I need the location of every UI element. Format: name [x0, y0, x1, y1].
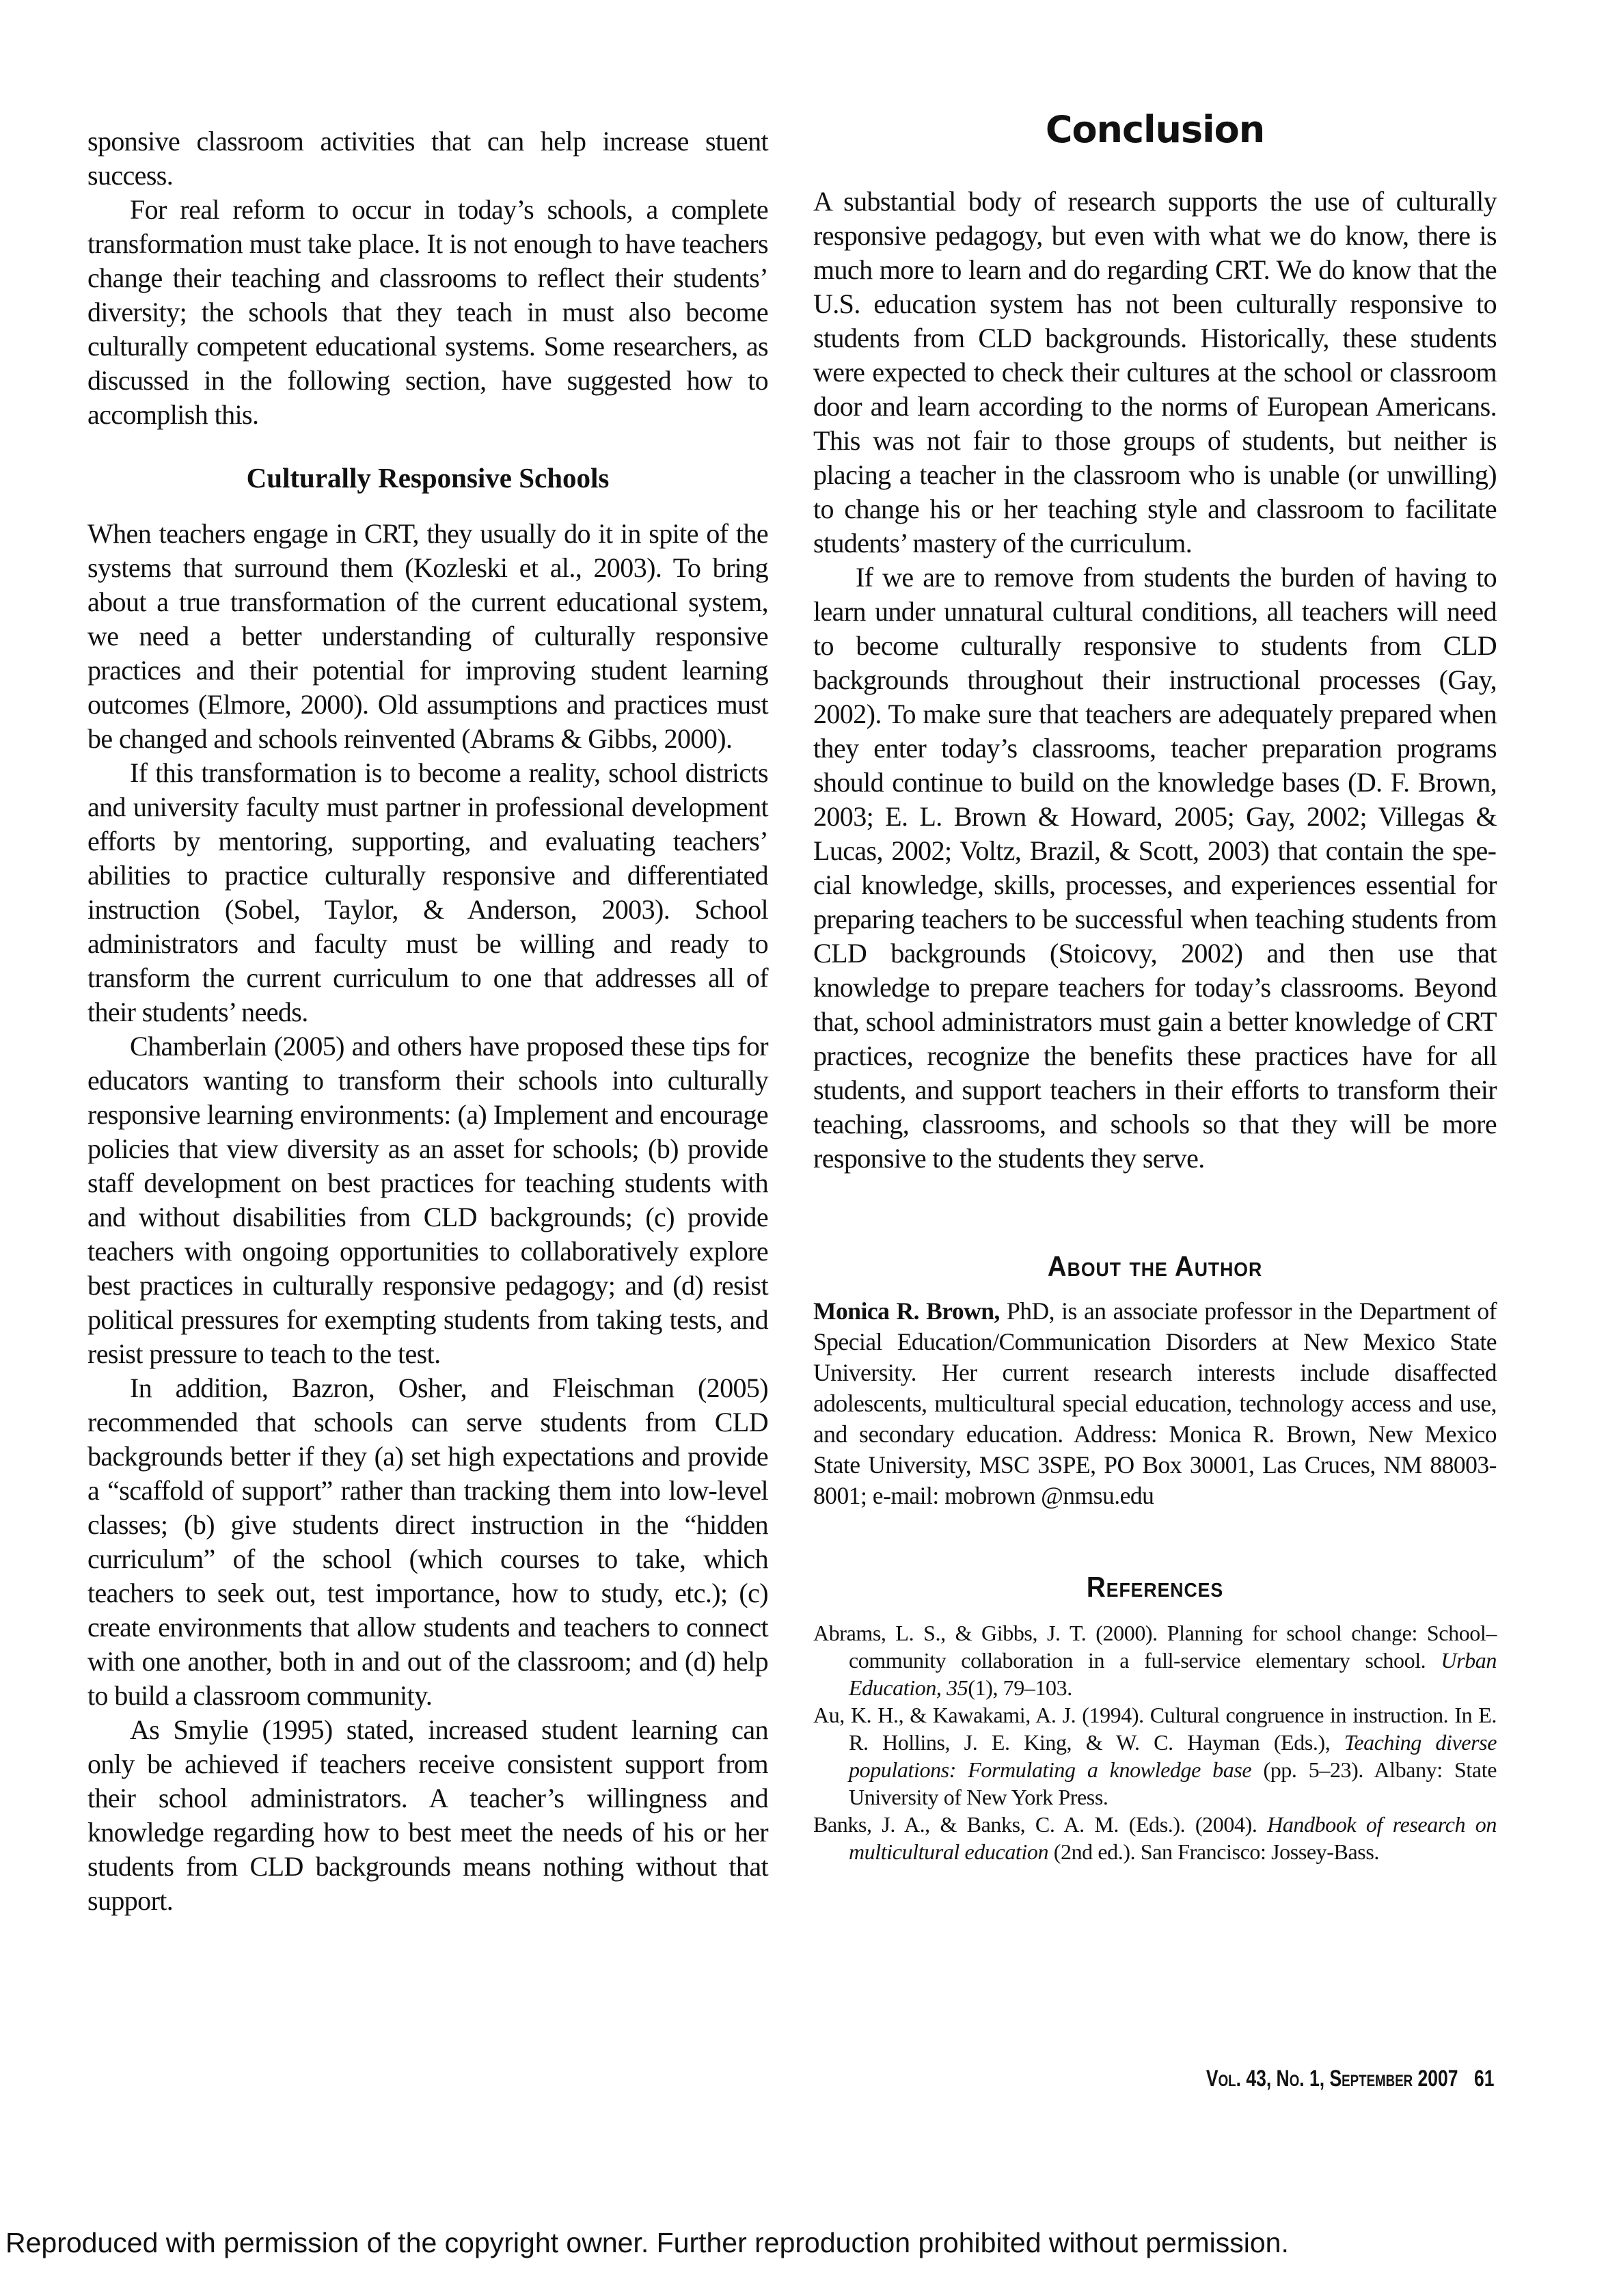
- journal-issue-info: Vol. 43, No. 1, September 2007: [1206, 2066, 1458, 2092]
- body-paragraph: In addition, Bazron, Osher, and Fleischman (2005) recommended that schools can serve students from CLD backgrounds better if they (a) set high expectations and provide a “scaffold of support” rather than tracking them into low-level classes; (b) give students direct instruction in the “hidden curriculum” of the school (which courses to take, which teachers to seek out, test importance, how to study, etc.); (c) create environments that allow students and teachers to connect with one another, both in and out of the classroom; and (d) help to build a classroom community.: [87, 1373, 768, 1711]
- left-column: [87, 124, 768, 1918]
- reference-title: Urban Education, 35: [849, 1648, 1497, 1700]
- conclusion-section: [813, 109, 1497, 1176]
- reference-text: Au, K. H., & Kawakami, A. J. (1994). Cultural congruence in instruction. In E. R. Hollins, J. E. King, & W. C. Hayman (Eds.),: [813, 1703, 1497, 1755]
- body-paragraph: sponsive classroom activities that can help increase stuent success.: [87, 126, 768, 191]
- reference-item: [813, 1701, 1497, 1811]
- reference-text: Abrams, L. S., & Gibbs, J. T. (2000). Planning for school change: School–community collaboration in a full-service elementary school.: [813, 1621, 1497, 1673]
- reference-text: (1), 79–103.: [968, 1675, 1072, 1700]
- body-paragraph: When teachers engage in CRT, they usually do it in spite of the systems that surround them (Kozleski et al., 2003). To bring about a true transformation of the current educational system, we need a better understanding of culturally responsive practices and their potential for improving student learning outcomes (Elmore, 2000). Old assumptions and practices must be changed and schools reinvented (Abrams & Gibbs, 2000).: [87, 518, 768, 754]
- reference-text: (2nd ed.). San Francisco: Jossey-Bass.: [1048, 1839, 1379, 1864]
- copyright-notice: Reproduced with permission of the copyright owner. Further reproduction prohibited without permission.: [5, 2227, 1289, 2258]
- body-paragraph: If this transformation is to become a reality, school districts and university faculty must partner in professional development efforts by mentoring, supporting, and evaluating teachers’ abilities to practice culturally responsive and differentiated instruction (Sobel, Taylor, & Anderson, 2003). School administrators and faculty must be willing and ready to transform the current curriculum to one that addresses all of their students’ needs.: [87, 757, 768, 1027]
- body-paragraph: Chamberlain (2005) and others have proposed these tips for educators wanting to transform their schools into culturally responsive learning environments: (a) Implement and encourage policies that view diversity as an asset for schools; (b) provide staff development on best practices for teaching students with and without disabilities from CLD backgrounds; (c) provide teachers with ongoing opportunities to collaboratively explore best practices in culturally responsive pedagogy; and (d) resist political pressures for exempting students from taking tests, and resist pressure to teach to the test.: [87, 1031, 768, 1369]
- reference-item: [813, 1811, 1497, 1865]
- about-author-section: [813, 1250, 1497, 1511]
- section-heading-references: References: [1086, 1571, 1224, 1603]
- author-name: Monica R. Brown,: [813, 1297, 1000, 1325]
- author-bio-text: PhD, is an associate professor in the Department of Special Education/Communication Disorders at New Mexico State University. Her current research interests include disaffected adolescents, multicultural special education, technology access and use, and secondary education. Address: Monica R. Brown, New Mexico State University, MSC 3SPE, PO Box 30001, Las Cruces, NM 88003-8001; e-mail: mobrown @nmsu.edu: [813, 1297, 1497, 1509]
- body-paragraph: A substantial body of research supports the use of culturally responsive pedagogy, but even with what we do know, there is much more to learn and do regarding CRT. We do know that the U.S. education system has not been culturally responsive to students from CLD backgrounds. Historically, these students were expected to check their cultures at the school or classroom door and learn according to the norms of European Americans. This was not fair to those groups of students, but neither is placing a teacher in the classroom who is unable (or unwilling) to change his or her teaching style and classroom to facilitate students’ mastery of the curriculum.: [813, 186, 1497, 558]
- right-column: [813, 109, 1497, 1865]
- section-heading-about-author: About the Author: [1047, 1250, 1263, 1282]
- reference-text: Banks, J. A., & Banks, C. A. M. (Eds.). (2004).: [813, 1812, 1268, 1837]
- journal-running-footer: [1206, 2066, 1494, 2092]
- references-section: [813, 1570, 1497, 1865]
- body-paragraph: As Smylie (1995) stated, increased student learning can only be achieved if teachers receive consistent support from their school administrators. A teacher’s willingness and knowledge regarding how to best meet the needs of his or her students from CLD backgrounds means nothing without that support.: [87, 1714, 768, 1916]
- reference-item: [813, 1619, 1497, 1701]
- body-paragraph: If we are to remove from students the burden of having to learn under unnatural cultural conditions, all teachers will need to become culturally responsive to students from CLD backgrounds throughout their instructional processes (Gay, 2002). To make sure that teachers are adequately prepared when they enter today’s classrooms, teacher preparation programs should continue to build on the knowledge bases (D. F. Brown, 2003; E. L. Brown & Howard, 2005; Gay, 2002; Villegas & Lucas, 2002; Voltz, Brazil, & Scott, 2003) that contain the special knowledge, skills, processes, and experiences essential for preparing teachers to be successful when teaching students from CLD backgrounds (Stoicovy, 2002) and then use that knowledge to prepare teachers for today’s classrooms. Beyond that, school administrators must gain a better knowledge of CRT practices, recognize the benefits these practices have for all students, and support teachers in their efforts to transform their teaching, classrooms, and schools so that they will be more responsive to the students they serve.: [813, 562, 1497, 1174]
- reference-title: Handbook of research on multicultural education: [849, 1812, 1497, 1864]
- page-number: 61: [1473, 2066, 1494, 2092]
- section-heading-conclusion: Conclusion: [1045, 108, 1265, 151]
- reference-title: Teaching diverse populations: Formulating a knowledge base: [849, 1730, 1497, 1782]
- section-heading-culturally-responsive-schools: Culturally Responsive Schools: [246, 462, 610, 494]
- author-bio: [813, 1296, 1497, 1511]
- reference-text: (pp. 5–23). Albany: State University of New York Press.: [849, 1757, 1497, 1809]
- body-paragraph: For real reform to occur in today’s schools, a complete transformation must take place. It is not enough to have teachers change their teaching and classrooms to reflect their students’ diversity; the schools that they teach in must also become culturally competent educational systems. Some researchers, as discussed in the following section, have suggested how to accomplish this.: [87, 194, 768, 430]
